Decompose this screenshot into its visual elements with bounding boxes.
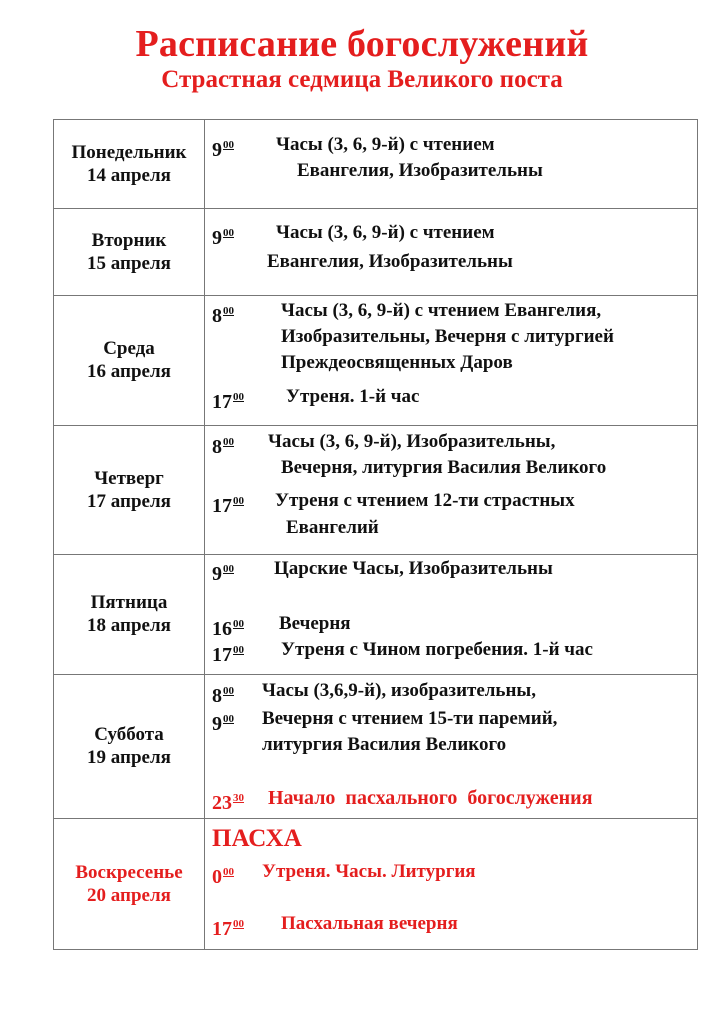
page-title: Расписание богослужений [135, 23, 589, 65]
service-text: Пасхальная вечерня [281, 913, 458, 934]
day-name: Понедельник [71, 142, 187, 163]
service-text: Евангелия, Изобразительны [297, 160, 543, 181]
day-cell [54, 295, 205, 425]
table-row-thursday [54, 425, 697, 555]
service-text: Начало пасхального богослужения [268, 787, 593, 809]
page-subtitle: Страстная седмица Великого поста [161, 66, 563, 93]
service-text: Евангелий [286, 517, 379, 538]
service-text: Царские Часы, Изобразительны [274, 558, 553, 579]
day-cell [54, 554, 205, 674]
service-time: $8^{00}$ [212, 305, 234, 327]
table-row-sunday [54, 818, 697, 949]
day-cell [54, 818, 205, 949]
day-cell [54, 674, 205, 818]
table-row-friday [54, 554, 697, 675]
service-text: Утреня с Чином погребения. 1-й час [281, 639, 593, 660]
day-date: 18 апреля [87, 615, 171, 636]
service-time: $9^{00}$ [212, 227, 234, 249]
table-row-tuesday [54, 208, 697, 296]
service-time: $9^{00}$ [212, 139, 234, 161]
service-text: Часы (3, 6, 9-й) с чтением [276, 222, 495, 243]
service-text: Часы (3, 6, 9-й) с чтением Евангелия, Изобразительны, Вечерня с литургией Преждеосвященных Даров [281, 300, 614, 373]
service-text: Часы (3,6,9-й), изобразительны, [262, 680, 537, 701]
day-name: Четверг [94, 467, 164, 489]
service-time: $0^{00}$ [212, 866, 234, 888]
service-time: $8^{00}$ [212, 436, 234, 458]
day-name: Пятница [90, 592, 168, 613]
service-time: $17^{00}$ [212, 391, 244, 413]
day-date: 16 апреля [87, 361, 171, 382]
day-name: Среда [103, 338, 155, 359]
day-date: 19 апреля [87, 747, 171, 768]
service-text: Утреня. 1-й час [286, 386, 420, 407]
service-text: Часы (3, 6, 9-й) с чтением [276, 134, 495, 155]
service-time: $17^{00}$ [212, 495, 244, 517]
service-text: Вечерня с чтением 15-ти паремий, литургия Василия Великого [262, 708, 558, 755]
table-row-monday [54, 120, 697, 209]
service-text: Утреня с чтением 12-ти страстных [275, 490, 575, 511]
service-time: $17^{00}$ [212, 644, 244, 666]
service-text: Вечерня [279, 613, 351, 634]
day-date: 17 апреля [87, 490, 171, 512]
service-text: Вечерня, литургия Василия Великого [281, 457, 607, 478]
day-date: 15 апреля [87, 252, 171, 274]
day-cell [54, 208, 205, 295]
day-name: Вторник [91, 229, 167, 251]
schedule-table [53, 119, 698, 950]
pascha-heading: ПАСХА [212, 825, 302, 852]
table-row-wednesday [54, 295, 697, 426]
table-row-saturday [54, 674, 697, 819]
day-cell [54, 120, 205, 208]
day-name: Суббота [94, 724, 164, 745]
service-time: $8^{00}$ [212, 685, 234, 707]
service-text: Часы (3, 6, 9-й), Изобразительны, [268, 431, 556, 452]
service-time: $17^{00}$ [212, 918, 244, 940]
service-time: $23^{30}$ [212, 792, 244, 814]
service-text: Евангелия, Изобразительны [267, 251, 513, 272]
day-date: 14 апреля [87, 165, 171, 186]
day-cell [54, 425, 205, 554]
day-date: 20 апреля [87, 884, 171, 906]
service-time: $9^{00}$ [212, 563, 234, 585]
service-text: Утреня. Часы. Литургия [262, 861, 476, 882]
day-name: Воскресенье [75, 861, 183, 883]
service-time: $9^{00}$ [212, 713, 234, 735]
service-time: $16^{00}$ [212, 618, 244, 640]
